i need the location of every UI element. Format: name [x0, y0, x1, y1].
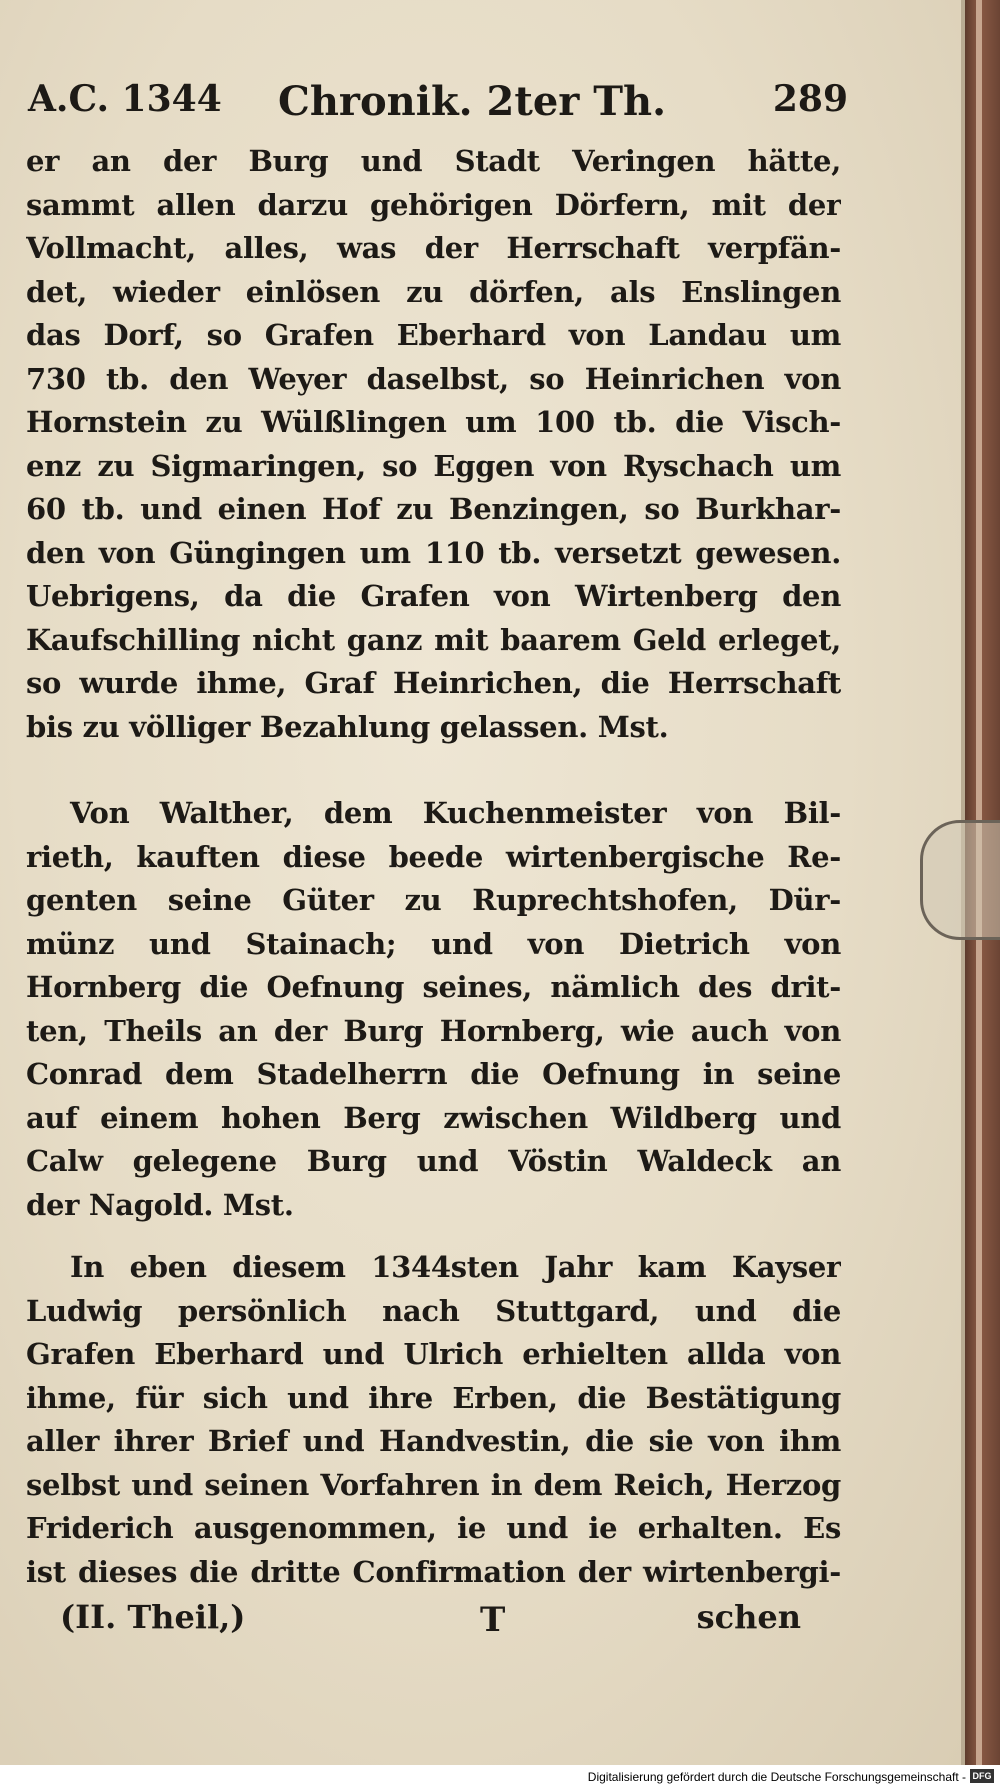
running-header — [28, 78, 848, 134]
text-line: Friderich ausgenommen, ie und ie erhalten. Es — [26, 1511, 841, 1545]
signature-mark: T — [480, 1600, 506, 1640]
text-line: Uebrigens, da die Grafen von Wirtenberg den — [26, 579, 841, 613]
text-line: genten seine Güter zu Ruprechtshofen, Dür- — [26, 883, 841, 917]
text-line: Ludwig persönlich nach Stuttgard, und die — [26, 1293, 841, 1328]
text-line: das Dorf, so Grafen Eberhard von Landau um — [26, 318, 841, 352]
text-line: Grafen Eberhard und Ulrich erhielten allda von — [26, 1337, 841, 1371]
catchword: schen — [696, 1598, 801, 1636]
text-line: rieth, kauften diese beede wirtenbergische Re- — [26, 839, 841, 874]
text-line: bis zu völliger Bezahlung gelassen. Mst. — [26, 709, 669, 744]
header-title: Chronik. 2ter Th. — [278, 78, 667, 125]
digitization-credit: Digitalisierung gefördert durch die Deutsche Forschungsgemeinschaft - — [587, 1770, 966, 1784]
text-line: Von Walther, dem Kuchenmeister von Bil- — [70, 796, 841, 830]
text-line: det, wieder einlösen zu dörfen, als Enslingen — [26, 274, 841, 309]
text-line: ten, Theils an der Burg Hornberg, wie auch von — [26, 1013, 841, 1048]
text-line: Hornstein zu Wülßlingen um 100 tb. die Visch- — [26, 405, 841, 439]
text-line: auf einem hohen Berg zwischen Wildberg und — [26, 1100, 841, 1135]
page-number: 289 — [772, 78, 848, 120]
text-line: Hornberg die Oefnung seines, nämlich des drit- — [26, 970, 841, 1004]
text-line: In eben diesem 1344sten Jahr kam Kayser — [70, 1250, 841, 1284]
text-line: Kaufschilling nicht ganz mit baarem Geld erleget, — [26, 622, 841, 657]
text-line: münz und Stainach; und von Dietrich von — [26, 926, 841, 961]
text-line: 730 tb. den Weyer daselbst, so Heinrichen von — [26, 361, 841, 396]
text-line: Calw gelegene Burg und Vöstin Waldeck an — [26, 1144, 841, 1178]
page-clip — [920, 820, 1000, 940]
text-line: enz zu Sigmaringen, so Eggen von Ryschach um — [26, 448, 841, 483]
text-line: 60 tb. und einen Hof zu Benzingen, so Burkhar- — [26, 492, 841, 526]
text-line: sammt allen darzu gehörigen Dörfern, mit der — [26, 187, 841, 222]
paragraph-2 — [26, 792, 841, 1227]
paragraph-3 — [26, 1246, 841, 1594]
text-line: ist dieses die dritte Confirmation der wirtenbergi- — [26, 1554, 841, 1589]
paragraph-1 — [26, 140, 841, 749]
text-line: so wurde ihme, Graf Heinrichen, die Herrschaft — [26, 666, 841, 700]
text-line: Vollmacht, alles, was der Herrschaft verpfän- — [26, 231, 841, 265]
dfg-logo-icon: DFG — [970, 1769, 994, 1783]
text-line: er an der Burg und Stadt Veringen hätte, — [26, 144, 841, 178]
text-line: den von Güngingen um 110 tb. versetzt gewesen. — [26, 535, 841, 570]
text-line: aller ihrer Brief und Handvestin, die sie von ihm — [26, 1424, 841, 1458]
text-line: der Nagold. Mst. — [26, 1187, 294, 1222]
text-line: ihme, für sich und ihre Erben, die Bestätigung — [26, 1380, 841, 1415]
header-year: A.C. 1344 — [28, 78, 222, 120]
text-line: Conrad dem Stadelherrn die Oefnung in seine — [26, 1057, 841, 1091]
text-line: selbst und seinen Vorfahren in dem Reich, Herzog — [26, 1467, 841, 1502]
sheet-signature: (II. Theil,) — [60, 1598, 246, 1636]
